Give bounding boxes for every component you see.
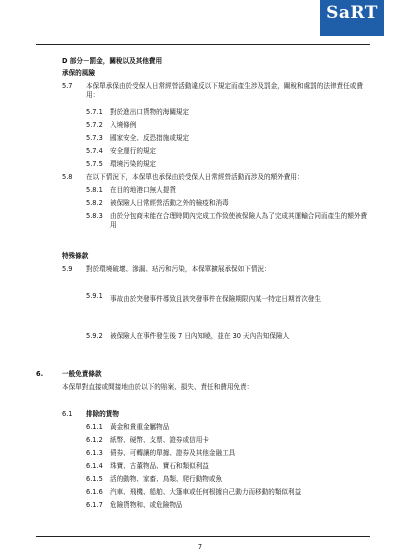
clause-text: 對於環境破壞、滲漏、玷污和污染，本保單擴展承保如下情況： — [86, 265, 271, 273]
item-text: 被保險人日常經營活動之外的檢疫和消毒 — [110, 199, 229, 207]
footer-rule — [36, 536, 370, 537]
clause-number: 5.9 — [62, 265, 73, 273]
header-rule — [36, 44, 370, 45]
section-6-intro: 本保單對直接或間接地由於以下的賠案、損失、責任和費用免責： — [62, 383, 254, 391]
item-number: 5.8.2 — [86, 199, 103, 207]
item-number: 6.1.3 — [86, 449, 103, 457]
item-number: 5.7.3 — [86, 134, 103, 142]
item-text: 國家安全、反恐措施或規定 — [110, 134, 190, 142]
item-text: 債券、可轉讓的單據、證券及其他金融工具 — [110, 449, 236, 457]
item-text: 紙幣、硬幣、支票、證券或信用卡 — [110, 436, 209, 444]
item-number: 6.1.7 — [86, 501, 103, 509]
item-text: 黃金和貴重金屬物品 — [110, 423, 170, 431]
item-number: 5.7.2 — [86, 121, 103, 129]
company-logo: SaRT — [320, 0, 384, 36]
item-number: 6.1.1 — [86, 423, 103, 431]
item-text: 入境條例 — [110, 121, 137, 129]
item-text: 環境污染的規定 — [110, 160, 157, 168]
page-number: 7 — [197, 543, 203, 551]
section-d-subtitle: 承保的風險 — [62, 69, 95, 77]
item-number: 5.8.1 — [86, 186, 103, 194]
clause-number: 5.7 — [62, 82, 73, 90]
section-d-title: D 部分－罰金，關稅以及其他費用 — [62, 57, 163, 65]
item-number: 6.1.5 — [86, 475, 103, 483]
clause-text: 在以下情況下，本保單也承保由於受保人日常經營活動而涉及的額外費用： — [86, 173, 304, 181]
item-text: 對於進出口貨物的海關規定 — [110, 108, 190, 116]
item-number: 6.1.2 — [86, 436, 103, 444]
item-text: 危險貨物和、或危險物品 — [110, 501, 183, 509]
clause-number: 6.1 — [62, 410, 73, 418]
item-text: 活的動物、家畜、鳥類、爬行動物或魚 — [110, 475, 223, 483]
item-text: 珠寶、古董物品、寶石和類似利益 — [110, 462, 209, 470]
section-6-title: 一般免責條款 — [62, 370, 102, 378]
item-number: 6.1.4 — [86, 462, 103, 470]
item-text: 在目的地港口無人提貨 — [110, 186, 176, 194]
item-number: 6.1.6 — [86, 488, 103, 496]
item-text: 事故由於突發事件導致且該突發事件在保險期限內某一特定日期首次發生 — [110, 295, 321, 303]
special-clauses-title: 特殊條款 — [62, 252, 89, 260]
item-text: 汽車、飛機、船舶、大篷車或任何根據自己動力而移動的類似利益 — [110, 488, 302, 496]
section-number: 6. — [36, 370, 44, 378]
item-text: 被保險人在事件發生後 7 日內知曉，並在 30 天內告知保險人 — [110, 332, 290, 340]
item-number: 5.9.2 — [86, 332, 103, 340]
item-number: 5.8.3 — [86, 212, 103, 220]
item-text: 由於分包商未能在合理時間內完成工作致使被保險人為了完成其運輸合同而產生的額外費用 — [110, 212, 368, 229]
clause-number: 5.8 — [62, 173, 73, 181]
item-number: 5.7.4 — [86, 147, 103, 155]
clause-text: 本保單承保由於受保人日常經營活動違反以下規定而產生涉及罰金，關稅和處罰的法律責任或費用： — [86, 82, 363, 99]
item-number: 5.7.5 — [86, 160, 103, 168]
item-number: 5.9.1 — [86, 292, 103, 300]
item-text: 安全運行的規定 — [110, 147, 157, 155]
clause-title: 排除的貨物 — [86, 410, 119, 418]
item-number: 5.7.1 — [86, 108, 103, 116]
